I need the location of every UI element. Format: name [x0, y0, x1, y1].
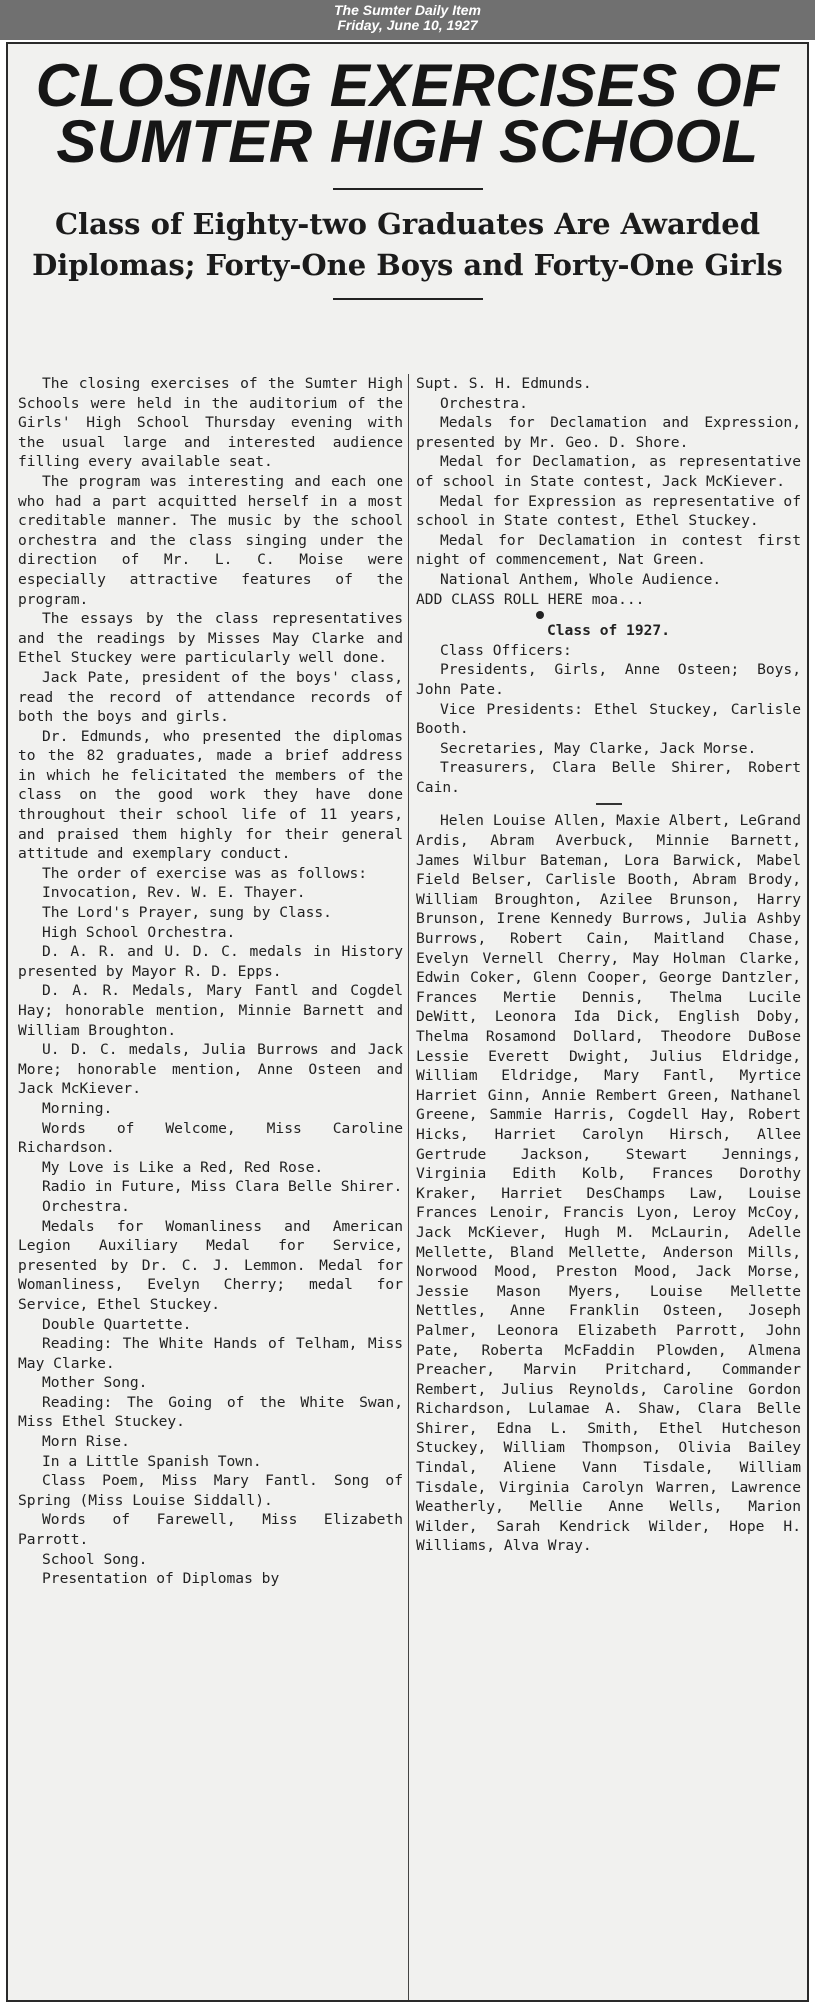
program-item: The Lord's Prayer, sung by Class.: [42, 904, 332, 922]
issue-date: Friday, June 10, 1927: [337, 17, 478, 33]
program-item: Supt. S. H. Edmunds.: [416, 375, 592, 392]
program-item: Medal for Declamation in contest first night of commencement, Nat Green.: [416, 531, 801, 569]
program-item: School Song.: [42, 1550, 148, 1568]
ink-blot: [536, 611, 544, 619]
program-item: Reading: The Going of the White Swan, Miss Ethel Stuckey.: [18, 1393, 403, 1431]
program-item: Presentation of Diplomas by: [42, 1570, 280, 1588]
divider-rule: [333, 298, 483, 300]
class-heading: Class of 1927.: [546, 622, 670, 640]
program-item: In a Little Spanish Town.: [42, 1452, 262, 1470]
program-item: Orchestra.: [42, 1197, 130, 1215]
program-item: D. A. R. and U. D. C. medals in History presented by Mayor R. D. Epps.: [18, 943, 403, 980]
headline: CLOSING EXERCISES OF SUMTER HIGH SCHOOL: [35, 52, 780, 175]
program-item: Morn Rise.: [42, 1433, 130, 1451]
officer-entry: Presidents, Girls, Anne Osteen; Boys, John Pate.: [416, 661, 801, 698]
paragraph: The essays by the class representatives and the readings by Misses May Clarke and Ethel Stuckey were particularly well done.: [18, 610, 403, 667]
program-item: U. D. C. medals, Julia Burrows and Jack More; honorable mention, Anne Osteen and Jack McKiever.: [18, 1041, 403, 1098]
program-item: Double Quartette.: [42, 1315, 192, 1333]
divider-rule: [333, 188, 483, 190]
program-item: Words of Farewell, Miss Elizabeth Parrott.: [18, 1511, 403, 1549]
program-item: Class Poem, Miss Mary Fantl. Song of Spring (Miss Louise Siddall).: [18, 1472, 403, 1509]
newspaper-name: The Sumter Daily Item: [333, 2, 482, 18]
program-item: High School Orchestra.: [42, 923, 236, 941]
section-dash: [596, 803, 622, 805]
program-item: Morning.: [42, 1099, 113, 1117]
paragraph: The order of exercise was as follows:: [42, 864, 368, 882]
left-column: [18, 374, 403, 1589]
editor-note: ADD CLASS ROLL HERE moa...: [416, 590, 645, 608]
paragraph: Dr. Edmunds, who presented the diplomas to the 82 graduates, made a brief address in which he felicitated the members of the class on the good work they have done throughout their school life of 11 years, and praised them highly for their general attitude and exemplary conduct.: [18, 727, 403, 863]
column-divider: [408, 374, 409, 2002]
program-item: Radio in Future, Miss Clara Belle Shirer.: [42, 1178, 403, 1196]
program-item: Medal for Expression as representative of school in State contest, Ethel Stuckey.: [416, 492, 801, 530]
program-item: Medal for Declamation, as representative of school in State contest, Jack McKiever.: [416, 453, 801, 490]
officer-entry: Vice Presidents: Ethel Stuckey, Carlisle Booth.: [416, 700, 801, 738]
program-item: Words of Welcome, Miss Caroline Richardson.: [18, 1119, 403, 1157]
program-item: Orchestra.: [440, 394, 528, 412]
right-column: [416, 374, 801, 1556]
program-item: Mother Song.: [42, 1374, 148, 1392]
paragraph: The closing exercises of the Sumter High Schools were held in the auditorium of the Girls' High School Thursday evening with the usual large and interested audience filling every available seat.: [18, 375, 403, 471]
class-officers-label: Class Officers:: [440, 641, 572, 659]
program-item: Medals for Womanliness and American Legion Auxiliary Medal for Service, presented by Dr. C. J. Lemmon. Medal for Womanliness, Evelyn Cherry; medal for Service, Ethel Stuckey.: [18, 1217, 403, 1313]
program-item: My Love is Like a Red, Red Rose.: [42, 1158, 324, 1176]
class-roll: Helen Louise Allen, Maxie Albert, LeGrand Ardis, Abram Averbuck, Minnie Barnett, James Wilbur Bateman, Lora Barwick, Mabel Field Belser, Carlisle Booth, Abram Brody, William Broughton, Azilee Brunson, Harry Brunson, Irene Kennedy Burrows, Julia Ashby Burrows, Robert Cain, Maitland Chase, Evelyn Vernell Cherry, May Holman Clarke, Edwin Coker, Glenn Cooper, George Dantzler, Frances Mertie Dennis, Thelma Lucile DeWitt, Leonora Ida Dick, English Doby, Thelma Rosamond Dollard, Theodore DuBose Lessie Everett Dwight, Julius Eldridge, William Eldridge, Mary Fantl, Myrtice Harriet Ginn, Annie Rembert Green, Nathanel Greene, Sammie Harris, Cogdell Hay, Robert Hicks, Harriet Carolyn Hirsch, Allee Gertrude Jackson, Stewart Jennings, Virginia Edith Kolb, Frances Dorothy Kraker, Harriet DesChamps Law, Louise Frances Lenoir, Francis Lyon, Leroy McCoy, Jack McKiever, Hugh M. McLaurin, Adelle Mellette, Bland Mellette, Anderson Mills, Norwood Mood, Preston Mood, Jack Morse, Jessie Mason Myers, Louise Mellette Nettles, Anne Franklin Osteen, Joseph Palmer, Leonora Elizabeth Parrott, John Pate, Roberta McFaddin Plowden, Almena Preacher, Marvin Pritchard, Commander Rembert, Julius Reynolds, Caroline Gordon Richardson, Lulamae A. Shaw, Clara Belle Shirer, Edna L. Smith, Ethel Hutcheson Stuckey, William Thompson, Olivia Bailey Tindal, Aliene Vann Tisdale, William Tisdale, Virginia Carolyn Warren, Lawrence Weatherly, Mellie Anne Wells, Marion Wilder, Sarah Kendrick Wilder, Hope H. Williams, Alva Wray.: [416, 812, 801, 1555]
program-item: D. A. R. Medals, Mary Fantl and Cogdel Hay; honorable mention, Minnie Barnett and William Broughton.: [18, 982, 403, 1039]
article-clipping: [6, 42, 809, 2002]
paragraph: Jack Pate, president of the boys' class, read the record of attendance records of both the boys and girls.: [18, 668, 403, 726]
paragraph: The program was interesting and each one who had a part acquitted herself in a most creditable manner. The music by the school orchestra and the class singing under the direction of Mr. L. C. Moise were especially attractive features of the program.: [18, 472, 403, 608]
masthead: [0, 0, 815, 40]
program-item: Medals for Declamation and Expression, presented by Mr. Geo. D. Shore.: [416, 414, 801, 451]
subheadline: Class of Eighty-two Graduates Are Awarded Diplomas; Forty-One Boys and Forty-One Girls: [32, 207, 783, 282]
officer-entry: Treasurers, Clara Belle Shirer, Robert Cain.: [416, 759, 801, 796]
officer-entry: Secretaries, May Clarke, Jack Morse.: [440, 739, 757, 757]
program-item: National Anthem, Whole Audience.: [440, 570, 722, 588]
program-item: Reading: The White Hands of Telham, Miss May Clarke.: [18, 1335, 403, 1372]
program-item: Invocation, Rev. W. E. Thayer.: [42, 884, 306, 902]
